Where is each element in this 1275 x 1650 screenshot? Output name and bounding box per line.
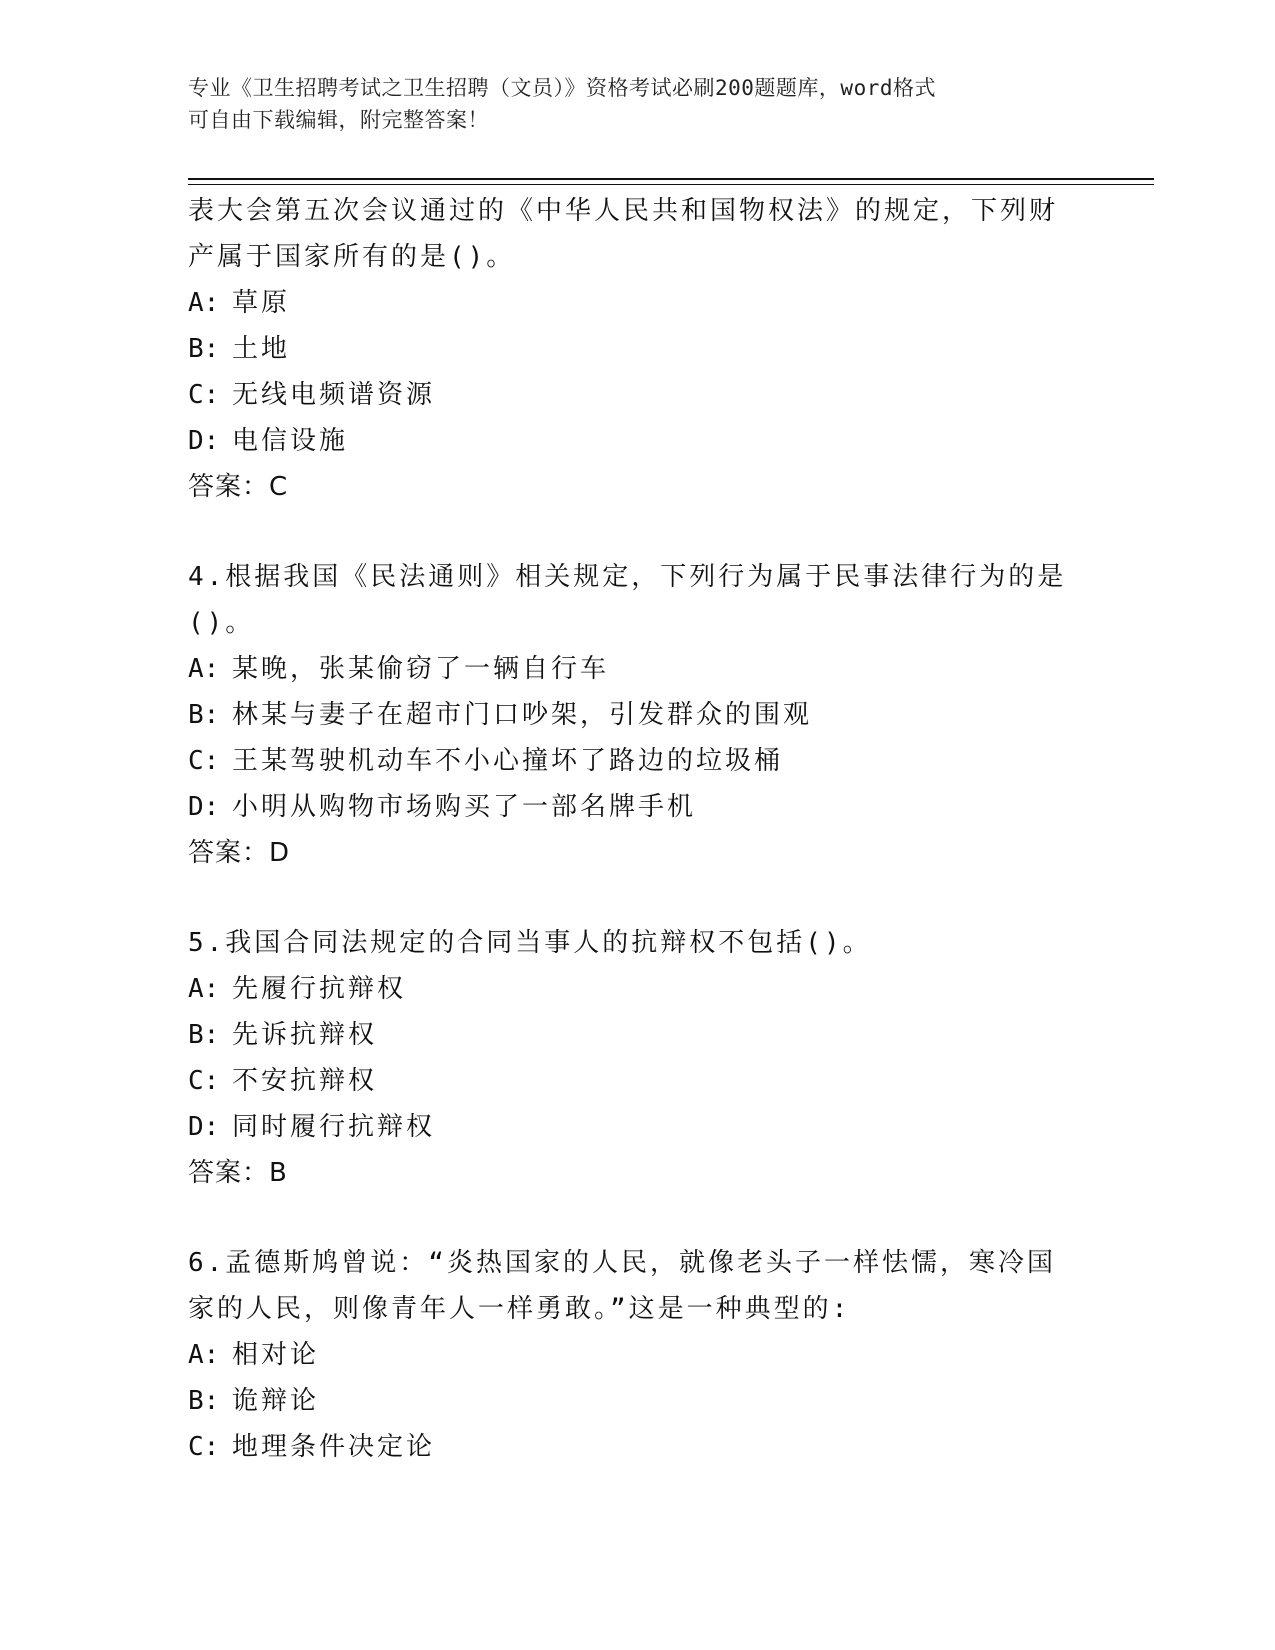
question-stem-line: 家的人民，则像青年人一样勇敢。”这是一种典型的: [188,1294,851,1324]
option-text: 地理条件决定论 [232,1432,436,1462]
option-b [188,692,1088,738]
option-key: B: [188,1020,220,1050]
option-text: 小明从购物市场购买了一部名牌手机 [232,792,697,822]
option-key: A: [188,1340,220,1370]
option-c [188,738,1088,784]
option-key: A: [188,654,220,684]
option-key: D: [188,1112,220,1142]
option-c [188,372,1088,418]
question-stem-line: 4.根据我国《民法通则》相关规定，下列行为属于民事法律行为的是 [188,562,1067,592]
option-key: A: [188,974,220,1004]
question-stem-line: 产属于国家所有的是()。 [188,242,516,272]
header-divider-thick [188,178,1154,180]
option-text: 先履行抗辩权 [232,974,407,1004]
option-a [188,280,1088,326]
option-a [188,966,1088,1012]
question-stem-line: 6.孟德斯鸠曾说：“炎热国家的人民，就像老头子一样怯懦，寒冷国 [188,1248,1056,1278]
option-d [188,1104,1088,1150]
document-header [188,72,1088,136]
option-text: 电信设施 [232,426,349,456]
question-block [188,188,1088,510]
option-text: 先诉抗辩权 [232,1020,378,1050]
option-key: B: [188,700,220,730]
option-text: 某晚，张某偷窃了一辆自行车 [232,654,610,684]
option-text: 王某驾驶机动车不小心撞坏了路边的垃圾桶 [232,746,784,776]
question-list [188,188,1088,1514]
option-key: B: [188,334,220,364]
option-text: 无线电频谱资源 [232,380,436,410]
option-key: D: [188,426,220,456]
option-key: C: [188,1432,220,1462]
option-text: 同时履行抗辩权 [232,1112,436,1142]
question-stem-line: 表大会第五次会议通过的《中华人民共和国物权法》的规定，下列财 [188,196,1059,226]
header-title-line-1: 专业《卫生招聘考试之卫生招聘（文员）》资格考试必刷200题题库，word格式 [188,76,936,100]
option-key: D: [188,792,220,822]
option-text: 诡辩论 [232,1386,320,1416]
option-text: 林某与妻子在超市门口吵架，引发群众的围观 [232,700,813,730]
option-c [188,1058,1088,1104]
question-block [188,920,1088,1196]
option-c [188,1424,1088,1470]
option-text: 草原 [232,288,291,318]
option-key: C: [188,746,220,776]
answer-line: 答案：B [188,1158,288,1188]
option-d [188,784,1088,830]
option-text: 相对论 [232,1340,320,1370]
option-key: A: [188,288,220,318]
option-b [188,1012,1088,1058]
question-stem-line: ()。 [188,608,255,638]
option-a [188,646,1088,692]
option-a [188,1332,1088,1378]
option-text: 不安抗辩权 [232,1066,378,1096]
answer-line: 答案：D [188,838,291,868]
option-key: C: [188,380,220,410]
option-key: B: [188,1386,220,1416]
answer-line: 答案：C [188,472,289,502]
option-text: 土地 [232,334,291,364]
option-key: C: [188,1066,220,1096]
option-b [188,1378,1088,1424]
question-block [188,554,1088,876]
option-b [188,326,1088,372]
question-stem-line: 5.我国合同法规定的合同当事人的抗辩权不包括()。 [188,928,872,958]
header-title-line-2: 可自由下载编辑，附完整答案！ [188,108,489,132]
question-block [188,1240,1088,1470]
header-divider-thin [188,184,1154,185]
option-d [188,418,1088,464]
